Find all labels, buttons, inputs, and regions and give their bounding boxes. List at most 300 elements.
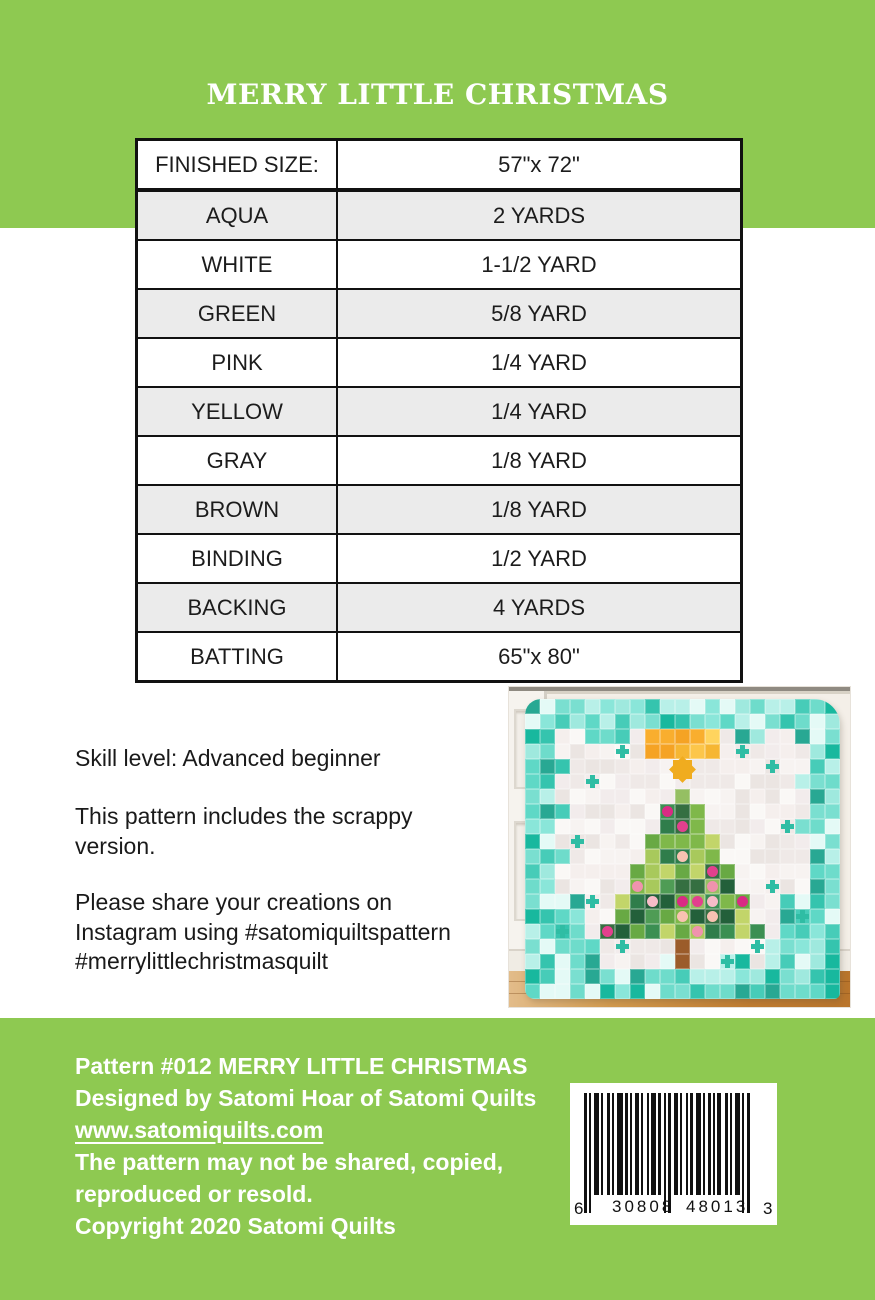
quilt-cell — [780, 759, 795, 774]
quilt-cell — [525, 909, 540, 924]
quilt-cell — [825, 774, 840, 789]
quilt-cell — [615, 879, 630, 894]
plus-motif — [770, 760, 775, 773]
quilt-cell — [645, 834, 660, 849]
quilt-cell — [555, 909, 570, 924]
quilt-cell — [540, 894, 555, 909]
row-value: 65"x 80" — [498, 643, 580, 669]
quilt-cell — [795, 804, 810, 819]
pattern-number-line: Pattern #012 MERRY LITTLE CHRISTMAS — [75, 1053, 528, 1079]
plus-motif — [800, 910, 805, 923]
quilt-cell — [705, 924, 720, 939]
quilt-cell — [690, 834, 705, 849]
quilt-cell — [720, 819, 735, 834]
barcode-digits: 30808 — [612, 1197, 675, 1216]
quilt-cell — [825, 894, 840, 909]
quilt-cell — [630, 789, 645, 804]
quilt-cell — [540, 789, 555, 804]
quilt-cell — [540, 939, 555, 954]
row-value: 1/8 YARD — [491, 496, 587, 522]
quilt-cell — [660, 699, 675, 714]
quilt-cell — [810, 789, 825, 804]
quilt-cell — [645, 849, 660, 864]
quilt-cell — [825, 924, 840, 939]
quilt-cell — [750, 744, 765, 759]
quilt-cell — [765, 699, 780, 714]
quilt-cell — [780, 954, 795, 969]
quilt-cell — [645, 864, 660, 879]
row-value: 5/8 YARD — [491, 300, 587, 326]
quilt-cell — [810, 909, 825, 924]
barcode-bar — [747, 1093, 750, 1213]
quilt-cell — [630, 909, 645, 924]
quilt-cell — [825, 984, 840, 999]
quilt-cell — [690, 804, 705, 819]
barcode-bar — [601, 1093, 603, 1195]
quilt-cell — [705, 804, 720, 819]
quilt-cell — [525, 924, 540, 939]
barcode-digit: 3 — [763, 1199, 773, 1218]
barcode-bar — [686, 1093, 688, 1195]
barcode-bar — [635, 1093, 639, 1195]
quilt-cell — [525, 729, 540, 744]
quilt-cell — [600, 789, 615, 804]
quilt-cell — [765, 804, 780, 819]
quilt-cell — [585, 864, 600, 879]
quilt-cell — [810, 939, 825, 954]
barcode-bar — [664, 1093, 666, 1213]
quilt-cell — [795, 969, 810, 984]
quilt-cell — [525, 789, 540, 804]
quilt-cell — [735, 714, 750, 729]
quilt-cell — [540, 834, 555, 849]
quilt-cell — [600, 744, 615, 759]
quilt-cell — [540, 819, 555, 834]
quilt-cell — [795, 894, 810, 909]
quilt-cell — [780, 969, 795, 984]
quilt-cell — [600, 849, 615, 864]
quilt-cell — [780, 804, 795, 819]
quilt-cell — [660, 969, 675, 984]
quilt-cell — [825, 834, 840, 849]
quilt-cell — [675, 969, 690, 984]
copyright-line: The pattern may not be shared, copied, — [75, 1149, 504, 1175]
quilt-cell — [630, 819, 645, 834]
barcode-bar — [717, 1093, 721, 1195]
quilt-cell — [630, 699, 645, 714]
quilt-cell — [645, 699, 660, 714]
quilt-cell — [585, 879, 600, 894]
quilt-cell — [780, 789, 795, 804]
quilt-cell — [825, 849, 840, 864]
quilt-cell — [810, 834, 825, 849]
quilt-cell — [585, 909, 600, 924]
quilt-cell — [690, 714, 705, 729]
quilt-cell — [645, 714, 660, 729]
quilt-cell — [765, 729, 780, 744]
quilt-cell — [555, 834, 570, 849]
quilt-cell — [675, 699, 690, 714]
quilt-cell — [795, 699, 810, 714]
quilt-cell — [540, 774, 555, 789]
quilt-cell — [675, 834, 690, 849]
quilt-cell — [690, 744, 705, 759]
quilt-cell — [810, 924, 825, 939]
quilt-cell — [765, 789, 780, 804]
quilt-cell — [540, 714, 555, 729]
quilt-cell — [780, 834, 795, 849]
quilt-cell — [555, 729, 570, 744]
row-label: BACKING — [138, 584, 338, 631]
quilt-cell — [570, 849, 585, 864]
quilt-cell — [660, 939, 675, 954]
quilt-cell — [750, 834, 765, 849]
barcode — [570, 1083, 777, 1225]
quilt-cell — [660, 954, 675, 969]
skill-level-text: Skill level: Advanced beginner — [75, 745, 381, 771]
row-value: 2 YARDS — [492, 202, 586, 228]
line: Instagram using #satomiquiltspattern — [75, 918, 451, 945]
row-value: 57"x 72" — [498, 151, 580, 177]
pattern-includes-text — [75, 802, 413, 861]
quilt-cell — [810, 954, 825, 969]
line: version. — [75, 832, 156, 859]
quilt-cell — [810, 864, 825, 879]
barcode-bar — [742, 1093, 744, 1213]
quilt-cell — [720, 984, 735, 999]
barcode-bar — [713, 1093, 715, 1195]
quilt-cell — [810, 759, 825, 774]
quilt-cell — [795, 864, 810, 879]
quilt-cell — [600, 984, 615, 999]
quilt-cell — [750, 759, 765, 774]
quilt-cell — [765, 984, 780, 999]
quilt-cell — [540, 909, 555, 924]
quilt-cell — [660, 789, 675, 804]
quilt-cell — [765, 924, 780, 939]
quilt-cell — [645, 879, 660, 894]
barcode-bar — [641, 1093, 643, 1195]
quilt-cell — [810, 729, 825, 744]
quilt-cell — [765, 909, 780, 924]
quilt-cell — [600, 969, 615, 984]
quilt-cell — [630, 924, 645, 939]
quilt-cell — [825, 954, 840, 969]
ornament — [707, 881, 718, 892]
quilt-cell — [570, 774, 585, 789]
quilt-cell — [765, 774, 780, 789]
quilt-cell — [585, 819, 600, 834]
quilt-cell — [735, 924, 750, 939]
quilt-cell — [630, 864, 645, 879]
quilt-cell — [750, 879, 765, 894]
quilt-cell — [645, 969, 660, 984]
quilt-cell — [720, 699, 735, 714]
quilt-cell — [690, 729, 705, 744]
barcode-bar — [612, 1093, 614, 1195]
quilt-cell — [525, 834, 540, 849]
barcode-bar — [725, 1093, 728, 1195]
quilt-cell — [540, 699, 555, 714]
quilt-cell — [630, 939, 645, 954]
quilt-cell — [735, 909, 750, 924]
plus-motif — [590, 895, 595, 908]
quilt-cell — [735, 834, 750, 849]
row-label: FINISHED SIZE: — [138, 141, 338, 188]
footer-text-block — [75, 1050, 595, 1242]
quilt-cell — [705, 984, 720, 999]
barcode-bar — [730, 1093, 732, 1195]
barcode-bar — [708, 1093, 711, 1195]
website-link: www.satomiquilts.com — [75, 1117, 324, 1143]
quilt-cell — [690, 864, 705, 879]
quilt-cell — [675, 879, 690, 894]
quilt-cell — [690, 699, 705, 714]
quilt-cell — [600, 879, 615, 894]
quilt-cell — [555, 984, 570, 999]
plus-motif — [620, 745, 625, 758]
plus-motif — [725, 955, 730, 968]
row-label: WHITE — [138, 241, 338, 288]
ornament — [677, 911, 688, 922]
quilt-cell — [615, 924, 630, 939]
quilt-cell — [540, 984, 555, 999]
page-title: MERRY LITTLE CHRISTMAS — [206, 78, 669, 111]
quilt-cell — [780, 744, 795, 759]
ornament — [602, 926, 613, 937]
quilt-cell — [735, 954, 750, 969]
quilt-cell — [825, 864, 840, 879]
quilt-cell — [540, 849, 555, 864]
quilt-cell — [630, 954, 645, 969]
quilt-cell — [570, 744, 585, 759]
quilt-cell — [795, 714, 810, 729]
quilt-cell — [690, 774, 705, 789]
ornament — [677, 851, 688, 862]
quilt-cell — [750, 864, 765, 879]
quilt-cell — [525, 819, 540, 834]
quilt-cell — [630, 804, 645, 819]
quilt-cell — [690, 984, 705, 999]
quilt-cell — [600, 729, 615, 744]
quilt-cell — [780, 924, 795, 939]
quilt-cell — [720, 969, 735, 984]
ornament — [707, 866, 718, 877]
quilt-cell — [540, 759, 555, 774]
quilt-cell — [795, 834, 810, 849]
row-label: PINK — [138, 339, 338, 386]
quilt-cell — [780, 699, 795, 714]
quilt-cell — [645, 759, 660, 774]
quilt-cell — [675, 924, 690, 939]
quilt-cell — [705, 774, 720, 789]
quilt-cell — [750, 954, 765, 969]
quilt-cell — [630, 984, 645, 999]
barcode-bar — [584, 1093, 587, 1213]
quilt-cell — [720, 729, 735, 744]
quilt-cell — [750, 699, 765, 714]
barcode-bar — [658, 1093, 661, 1195]
quilt-cell — [825, 714, 840, 729]
quilt-cell — [690, 789, 705, 804]
quilt-cell — [660, 819, 675, 834]
quilt-cell — [570, 699, 585, 714]
quilt-photo — [508, 686, 851, 1008]
quilt-cell — [825, 939, 840, 954]
quilt-cell — [765, 969, 780, 984]
quilt-cell — [735, 864, 750, 879]
quilt-cell — [690, 849, 705, 864]
quilt-cell — [585, 789, 600, 804]
quilt-cell — [825, 804, 840, 819]
barcode-bar — [674, 1093, 678, 1195]
table-row — [138, 290, 740, 339]
barcode-bar — [589, 1093, 591, 1213]
quilt-cell — [750, 774, 765, 789]
quilt-cell — [705, 849, 720, 864]
quilt-cell — [645, 789, 660, 804]
quilt-cell — [810, 879, 825, 894]
quilt-cell — [600, 834, 615, 849]
quilt-cell — [750, 894, 765, 909]
quilt-cell — [630, 729, 645, 744]
quilt-cell — [675, 939, 690, 954]
quilt-cell — [705, 939, 720, 954]
barcode-bar — [735, 1093, 740, 1195]
quilt-cell — [555, 699, 570, 714]
row-value: 1-1/2 YARD — [481, 251, 597, 277]
share-instagram-text — [75, 888, 451, 977]
table-row — [138, 241, 740, 290]
quilt-cell — [705, 744, 720, 759]
quilt-cell — [765, 864, 780, 879]
quilt-cell — [570, 714, 585, 729]
quilt-cell — [570, 759, 585, 774]
quilt-cell — [690, 939, 705, 954]
quilt-cell — [600, 909, 615, 924]
quilt-cell — [825, 789, 840, 804]
quilt-cell — [780, 939, 795, 954]
quilt-cell — [780, 879, 795, 894]
quilt-cell — [750, 984, 765, 999]
quilt-cell — [810, 984, 825, 999]
quilt-cell — [555, 789, 570, 804]
quilt-cell — [675, 954, 690, 969]
quilt-cell — [690, 909, 705, 924]
quilt-cell — [720, 894, 735, 909]
quilt-cell — [630, 894, 645, 909]
quilt-cell — [600, 774, 615, 789]
quilt-cell — [600, 819, 615, 834]
line: This pattern includes the scrappy — [75, 803, 413, 829]
quilt-cell — [810, 819, 825, 834]
quilt-cell — [705, 789, 720, 804]
quilt-cell — [555, 954, 570, 969]
quilt-cell — [660, 984, 675, 999]
quilt-cell — [825, 699, 840, 714]
row-value: 1/4 YARD — [491, 398, 587, 424]
quilt-cell — [585, 699, 600, 714]
quilt-cell — [645, 954, 660, 969]
ornament — [632, 881, 643, 892]
ornament — [707, 896, 718, 907]
plus-motif — [755, 940, 760, 953]
quilt-cell — [825, 759, 840, 774]
quilt-cell — [720, 759, 735, 774]
quilt-cell — [525, 894, 540, 909]
row-value: 1/8 YARD — [491, 447, 587, 473]
quilt-cell — [750, 969, 765, 984]
quilt-cell — [705, 714, 720, 729]
quilt-cell — [525, 879, 540, 894]
quilt-cell — [750, 924, 765, 939]
quilt-cell — [525, 699, 540, 714]
quilt-cell — [810, 699, 825, 714]
quilt-cell — [660, 729, 675, 744]
quilt-cell — [615, 894, 630, 909]
quilt-cell — [645, 729, 660, 744]
quilt-cell — [795, 954, 810, 969]
quilt-cell — [555, 744, 570, 759]
quilt-cell — [570, 924, 585, 939]
quilt-cell — [570, 804, 585, 819]
row-label: BROWN — [138, 486, 338, 533]
quilt-cell — [525, 984, 540, 999]
quilt-cell — [540, 954, 555, 969]
quilt-cell — [660, 909, 675, 924]
quilt-cell — [615, 909, 630, 924]
quilt-cell — [570, 954, 585, 969]
plus-motif — [770, 880, 775, 893]
quilt-cell — [735, 969, 750, 984]
quilt-cell — [720, 909, 735, 924]
quilt-cell — [810, 714, 825, 729]
quilt-cell — [720, 804, 735, 819]
quilt-cell — [765, 744, 780, 759]
quilt-cell — [675, 804, 690, 819]
quilt-cell — [780, 849, 795, 864]
quilt-cell — [765, 849, 780, 864]
quilt-cell — [600, 714, 615, 729]
quilt-cell — [690, 819, 705, 834]
quilt-cell — [795, 744, 810, 759]
quilt-cell — [615, 774, 630, 789]
quilt-cell — [825, 909, 840, 924]
barcode-bar — [607, 1093, 610, 1195]
quilt-cell — [750, 909, 765, 924]
ornament — [707, 911, 718, 922]
quilt-cell — [540, 804, 555, 819]
quilt-cell — [735, 699, 750, 714]
quilt-cell — [735, 789, 750, 804]
table-row — [138, 437, 740, 486]
quilt-cell — [585, 939, 600, 954]
quilt-cell — [645, 744, 660, 759]
quilt-cell — [585, 849, 600, 864]
quilt-cell — [585, 744, 600, 759]
quilt-cell — [735, 819, 750, 834]
quilt-cell — [705, 729, 720, 744]
quilt-cell — [630, 744, 645, 759]
table-row — [138, 339, 740, 388]
materials-table — [135, 138, 743, 683]
quilt-cell — [795, 879, 810, 894]
row-label: GREEN — [138, 290, 338, 337]
line: Please share your creations on — [75, 889, 393, 915]
quilt-cell — [675, 729, 690, 744]
quilt-cell — [705, 819, 720, 834]
quilt-cell — [555, 939, 570, 954]
